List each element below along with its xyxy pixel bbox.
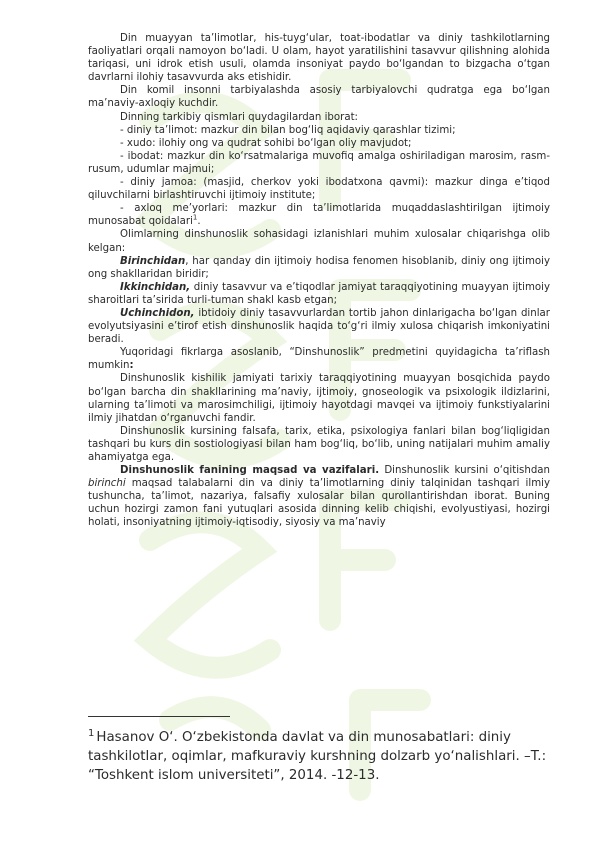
paragraph: Olimlarning dinshunoslik sohasidagi izlanishlari muhim xulosalar chiqarishga olib kelgan: xyxy=(88,229,550,254)
paragraph-emphasis: birinchi xyxy=(88,478,126,490)
paragraph: Dinshunoslik kursining falsafa, tarix, etika, psixologiya fanlari bilan bog‘liqligidan tashqari bu kurs din sostiologiyasi bilan ham bog‘liq, bo‘lib, uning natijalari muhim amaliy ahamiyatga ega. xyxy=(88,425,550,463)
paragraph: Dinshunoslik kishilik jamiyati tarixiy taraqqiyotining muayyan bosqichida paydo bo‘lgan barcha din shakllarining ma’naviy, ijtimoiy, gnoseologik va psixologik ildizlarini, ularning ta’limoti va marosimchiligi, ijtimoiy hayotdagi mavqei va ijtimoiy funkstiyalarini ilmiy jihatdan o‘rganuvchi fandir. xyxy=(88,373,550,424)
list-item: - diniy ta’limot: mazkur din bilan bog‘liq aqidaviy qarashlar tizimi; xyxy=(120,124,456,136)
footnote-reference[interactable]: 1 xyxy=(192,213,198,222)
footnote xyxy=(88,728,550,785)
paragraph: Din muayyan ta’limotlar, his-tuyg‘ular, toat-ibodatlar va diniy tashkilotlarning faoliyatlari orqali namoyon bo‘ladi. U olam, hayot yaratilishini tasavvur qilishning alohida tariqasi, uni idrok etish usuli, olamda insoniyat paydo bo‘lgandan to bizgacha o‘tgan davrlarni ilohiy tasavvurda aks etishidir. xyxy=(88,33,550,84)
paragraph-text: diniy tasavvur va e’tiqodlar jamiyat taraqqiyotining muayyan ijtimoiy sharoitlari ta’sirida turli-tuman shakl kasb etgan; xyxy=(88,281,550,306)
paragraph-colon: : xyxy=(129,360,134,372)
paragraph xyxy=(88,255,550,281)
paragraph-text: ibtidoiy diniy tasavvurlardan tortib jahon dinlarigacha bo‘lgan dinlar evolyutsiyasini e’tirof etish dinshunoslik haqida to‘g‘ri ilmiy xulosa chiqarish imkoniyatini beradi. xyxy=(88,307,550,346)
footnote-text: Hasanov O‘. O‘zbekistonda davlat va din munosabatlari: diniy tashkilotlar, oqimlar, mafkuraviy kurshning dolzarb yo‘nalishlari. –T.: “Toshkent islom universiteti”, 2014. -12-13. xyxy=(88,730,547,783)
paragraph-lead: Birinchidan xyxy=(120,255,186,267)
list-item: - diniy jamoa: (masjid, cherkov yoki ibodatxona qavmi): mazkur dinga e’tiqod qiluvchilarni birlashtiruvchi ijtimoiy institute; xyxy=(88,177,550,202)
footnote-mark: 1 xyxy=(88,727,95,739)
paragraph-text: Yuqoridagi fikrlarga asoslanib, “Dinshunoslik” predmetini quyidagicha ta’riflash mumkin xyxy=(88,347,550,372)
footnote-divider xyxy=(88,716,230,717)
list-item xyxy=(88,202,550,228)
paragraph-text: , har qanday din ijtimoiy hodisa fenomen hisoblanib, diniy ong ijtimoiy ong shakllaridan biridir; xyxy=(88,255,550,280)
paragraph xyxy=(88,281,550,307)
paragraph xyxy=(88,346,550,372)
list-item-end: . xyxy=(197,216,201,228)
paragraph-text: maqsad talabalarni din va diniy ta’limotlarning diniy talqinidan tashqari ilmiy tushuncha, ta’limot, nazariya, falsafiy xulosalar bilan qurollantirishdan iborat. Buning uchun hozirgi zamon fani yutuqlari asosida dinning kelib chiqishi, evolyustiyasi, hozirgi holati, insoniyatning ijtimoiy-iqtisodiy, siyosiy va ma’naviy xyxy=(88,478,550,529)
list-item: - ibodat: mazkur din ko‘rsatmalariga muvofiq amalga oshiriladigan marosim, rasm-rusum, udumlar majmui; xyxy=(88,150,550,175)
paragraph-lead: Ikkinchidan, xyxy=(120,281,191,293)
section-heading: Dinshunoslik fanining maqsad va vazifalari. xyxy=(120,465,380,477)
document-body xyxy=(88,32,550,530)
list-item: - xudo: ilohiy ong va qudrat sohibi bo‘lgan oliy mavjudot; xyxy=(120,137,412,149)
paragraph xyxy=(88,307,550,346)
list-item-text: - axloq me’yorlari: mazkur din ta’limotlarida muqaddaslashtirilgan ijtimoiy munosabat qoidalari xyxy=(88,203,550,228)
paragraph: Din komil insonni tarbiyalashda asosiy tarbiyalovchi qudratga ega bo‘lgan ma’naviy-axloqiy kuchdir. xyxy=(88,85,550,110)
paragraph: Dinning tarkibiy qismlari quydagilardan iborat: xyxy=(120,111,358,123)
paragraph xyxy=(88,464,550,529)
paragraph-lead: Uchinchidon, xyxy=(120,307,195,319)
paragraph-text: Dinshunoslik kursini o‘qitishdan xyxy=(379,465,550,477)
